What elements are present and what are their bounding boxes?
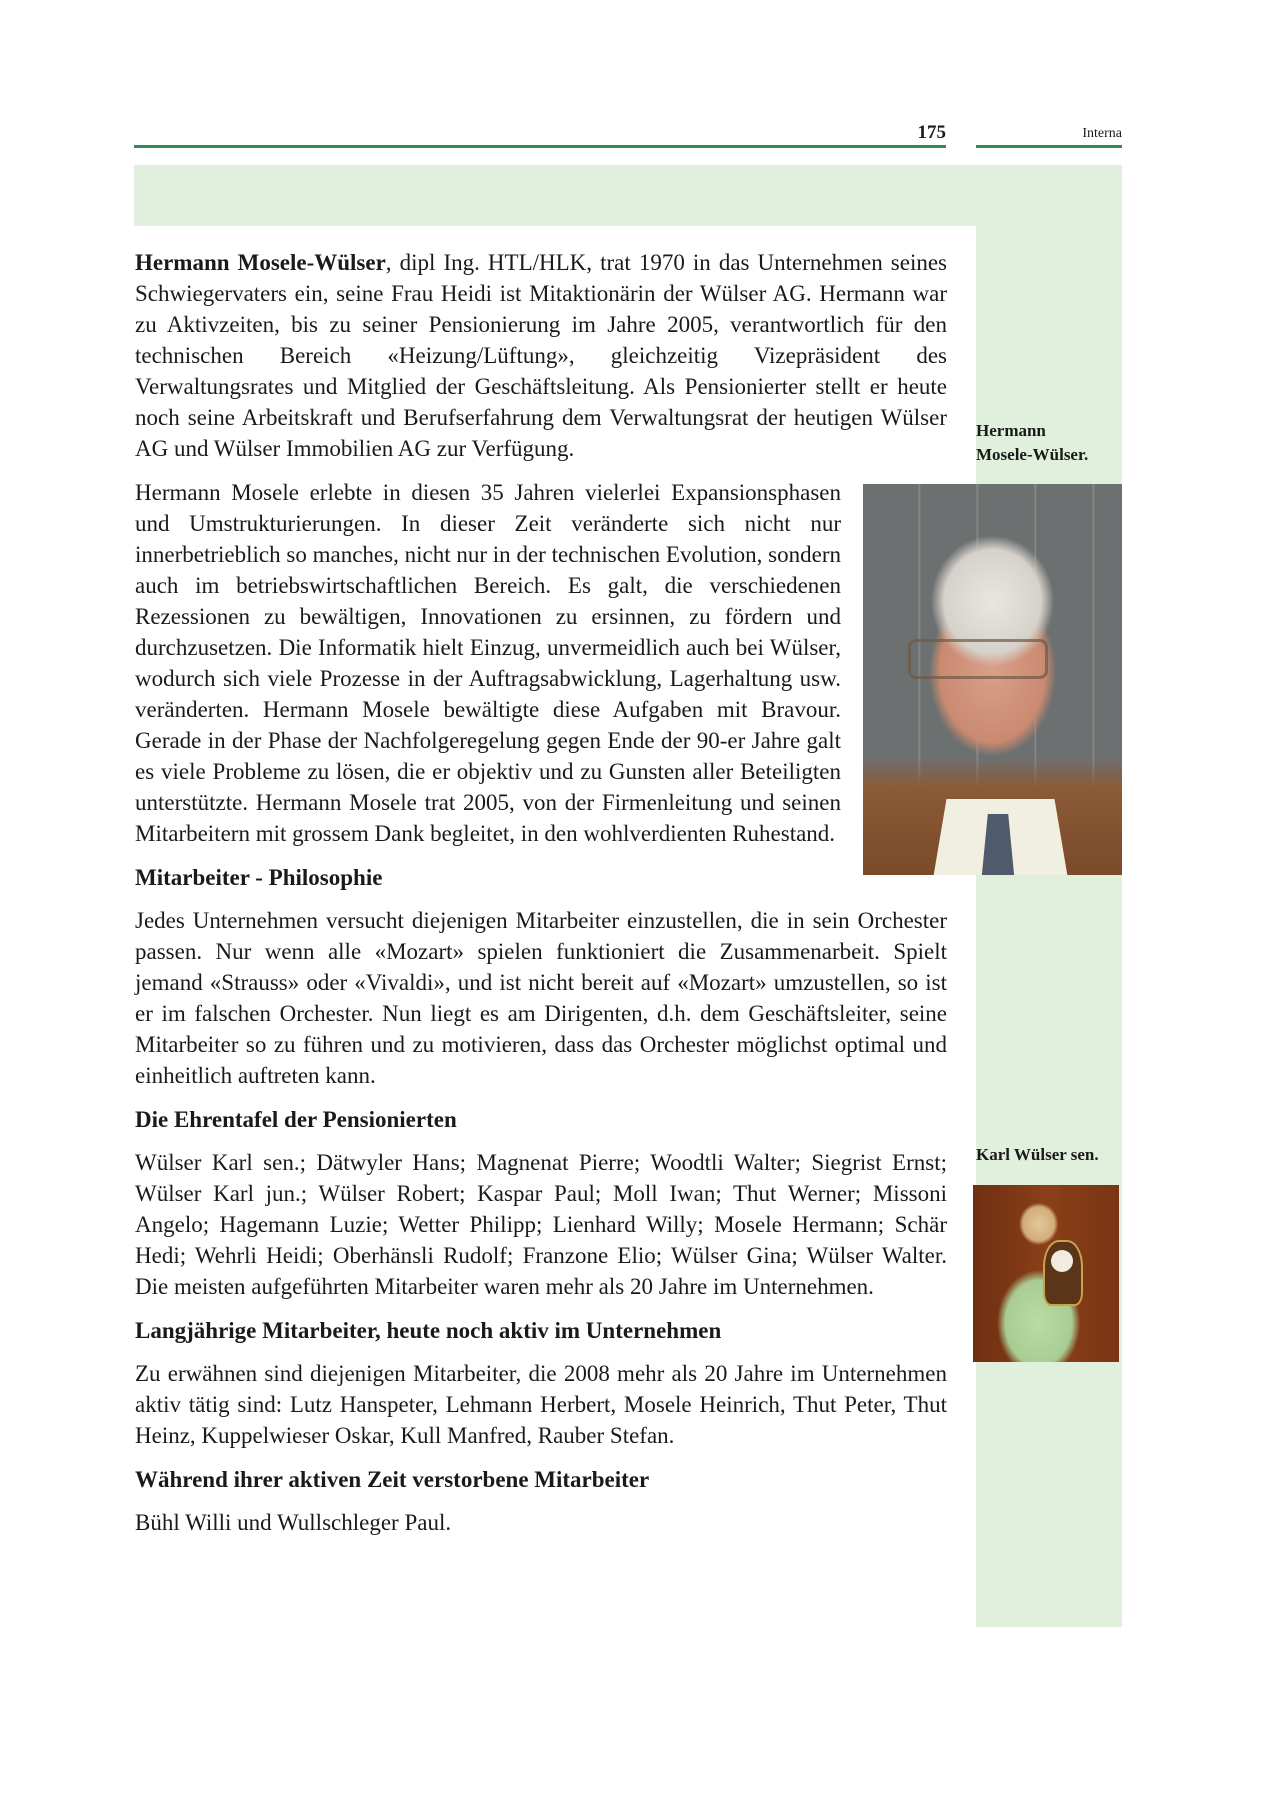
caption-hermann-line2: Mosele-Wülser.	[976, 445, 1089, 464]
heading-deceased-staff: Während ihrer aktiven Zeit verstorbene Mitarbeiter	[135, 1467, 650, 1492]
deceased-staff-paragraph: Bühl Willi und Wullschleger Paul.	[135, 1510, 452, 1535]
heading-honor-roll: Die Ehrentafel der Pensionierten	[135, 1107, 457, 1132]
intro-paragraph	[135, 247, 947, 464]
header-rule	[134, 145, 946, 148]
intro-text: , dipl Ing. HTL/HLK, trat 1970 in das Unternehmen seines Schwiegervaters ein, seine Frau Heidi ist Mitaktionärin der Wülser AG. Hermann war zu Aktivzeiten, bis zu seiner Pensionierung im Jahre 2005, verantwortlich für den technischen Bereich «Heizung/Lüftung», gleichzeitig Vizepräsident des Verwaltungsrates und Mitglied der Geschäftsleitung. Als Pensionierter stellt er heute noch seine Arbeitskraft und Berufserfahrung dem Verwaltungsrat der heutigen Wülser AG und Wülser Immobilien AG zur Verfügung.	[135, 250, 947, 461]
sidebar-header-rule	[976, 145, 1122, 148]
longtime-staff-paragraph: Zu erwähnen sind diejenigen Mitarbeiter, die 2008 mehr als 20 Jahre im Unternehmen aktiv tätig sind: Lutz Hanspeter, Lehmann Herbert, Mosele Heinrich, Thut Peter, Thut Heinz, Kuppelwieser Oskar, Kull Manfred, Rauber Stefan.	[135, 1361, 947, 1448]
intro-name: Hermann Mosele-Wülser	[135, 250, 386, 275]
clock-shape	[1043, 1240, 1083, 1306]
heading-longtime-staff: Langjährige Mitarbeiter, heute noch aktiv im Unternehmen	[135, 1318, 722, 1343]
photo-karl-wuelser	[973, 1185, 1119, 1362]
heading-philosophy: Mitarbeiter - Philosophie	[135, 865, 383, 890]
article-body	[135, 247, 947, 1551]
section-label: Interna	[1082, 126, 1122, 141]
philosophy-paragraph: Jedes Unternehmen versucht diejenigen Mitarbeiter einzustellen, die in sein Orchester passen. Nur wenn alle «Mozart» spielen funktioniert die Zusammenarbeit. Spielt jemand «Strauss» oder «Vivaldi», und ist nicht bereit auf «Mozart» umzustellen, so ist er im falschen Orchester. Nun liegt es am Dirigenten, d.h. dem Geschäftsleiter, seine Mitarbeiter so zu führen und zu motivieren, dass das Orchester möglichst optimal und einheitlich auftreten kann.	[135, 908, 947, 1088]
caption-karl: Karl Wülser sen.	[976, 1145, 1099, 1164]
career-paragraph: Hermann Mosele erlebte in diesen 35 Jahren vielerlei Expansionsphasen und Umstrukturierungen. In dieser Zeit veränderte sich nicht nur innerbetrieblich so manches, nicht nur in der technischen Evolution, sondern auch im betriebswirtschaftlichen Bereich. Es galt, die verschiedenen Rezessionen zu bewältigen, Innovationen zu ersinnen, zu fördern und durchzusetzen. Die Informatik hielt Einzug, unvermeidlich auch bei Wülser, wodurch sich viele Prozesse in der Auftragsabwicklung, Lagerhaltung usw. veränderten. Hermann Mosele bewältigte diese Aufgaben mit Bravour. Gerade in der Phase der Nachfolgeregelung gegen Ende der 90-er Jahre galt es viele Probleme zu lösen, die er objektiv und zu Gunsten aller Beteiligten unterstützte. Hermann Mosele trat 2005, von der Firmenleitung und seinen Mitarbeitern mit grossem Dank begleitet, in den wohlverdienten Ruhestand.	[135, 480, 841, 846]
caption-hermann	[976, 419, 1088, 467]
honor-roll-paragraph: Wülser Karl sen.; Dätwyler Hans; Magnenat Pierre; Woodtli Walter; Siegrist Ernst; Wülser Karl jun.; Wülser Robert; Kaspar Paul; Moll Iwan; Thut Werner; Missoni Angelo; Hagemann Luzie; Wetter Philipp; Lienhard Willy; Mosele Hermann; Schär Hedi; Wehrli Heidi; Oberhänsli Rudolf; Franzone Elio; Wülser Gina; Wülser Walter. Die meisten aufgeführten Mitarbeiter waren mehr als 20 Jahre im Unternehmen.	[135, 1150, 947, 1299]
clock-face-shape	[1051, 1250, 1073, 1272]
top-green-band	[134, 165, 1122, 226]
page-number: 175	[917, 122, 946, 143]
sidebar-green-column	[976, 165, 1122, 1627]
caption-hermann-line1: Hermann	[976, 421, 1046, 440]
